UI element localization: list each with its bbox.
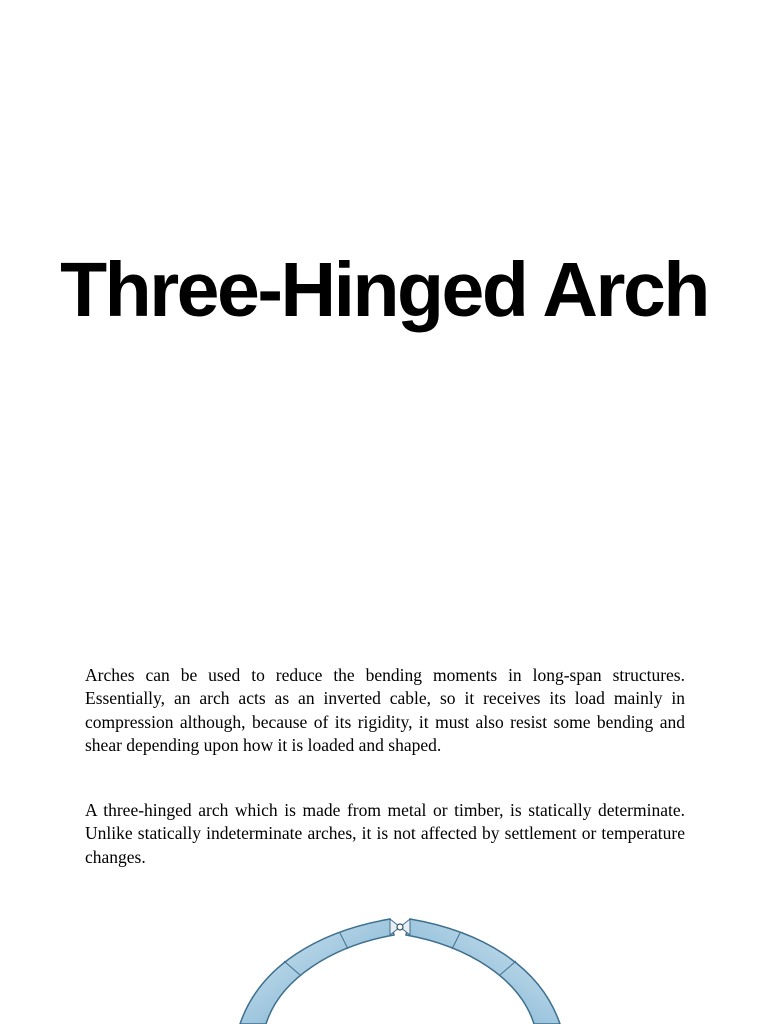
crown-hinge-icon <box>390 919 410 935</box>
paragraph-three-hinged: A three-hinged arch which is made from metal or timber, is statically determinate. Unlike statically indeterminate arches, it is not affected by settlement or temperature changes. <box>85 800 685 867</box>
three-hinged-arch-icon <box>200 905 600 1024</box>
arch-left-segment <box>240 919 394 1024</box>
page-title: Three-Hinged Arch <box>60 247 708 333</box>
paragraph-intro: Arches can be used to reduce the bending moments in long-span structures. Essentially, an arch acts as an inverted cable, so it receives its load mainly in compression although, because of its rigidity, it must also resist some bending and shear depending upon how it is loaded and shaped. <box>85 665 685 755</box>
arch-right-segment <box>406 919 560 1024</box>
